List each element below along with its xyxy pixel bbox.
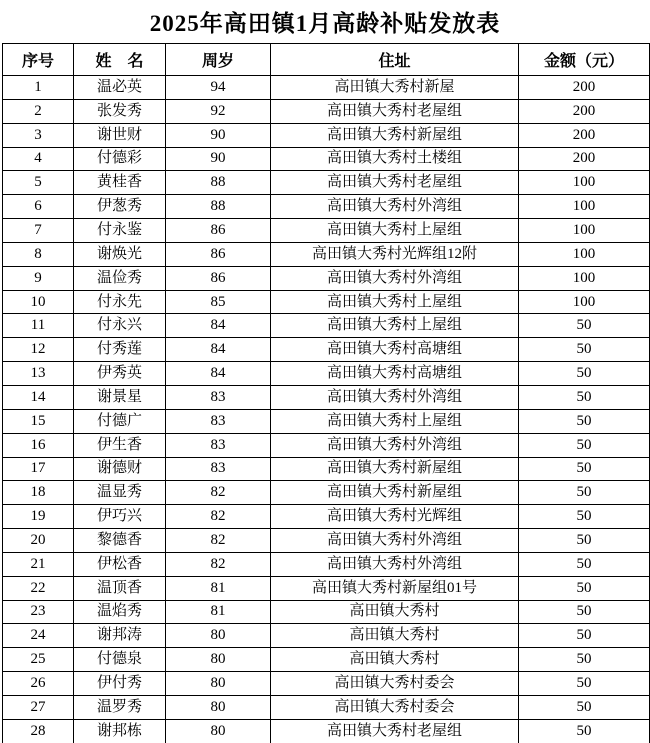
table-row <box>3 552 650 576</box>
table-row <box>3 529 650 553</box>
cell-name: 付永先 <box>74 290 166 314</box>
cell-name: 温焰秀 <box>74 600 166 624</box>
cell-address: 高田镇大秀村光辉组 <box>271 505 519 529</box>
cell-name: 温显秀 <box>74 481 166 505</box>
cell-amount: 200 <box>519 99 650 123</box>
cell-age: 84 <box>166 338 271 362</box>
cell-age: 86 <box>166 242 271 266</box>
cell-address: 高田镇大秀村外湾组 <box>271 433 519 457</box>
cell-no: 10 <box>3 290 74 314</box>
cell-address: 高田镇大秀村土楼组 <box>271 147 519 171</box>
cell-name: 伊秀英 <box>74 362 166 386</box>
cell-age: 83 <box>166 385 271 409</box>
table-row <box>3 576 650 600</box>
cell-name: 伊松香 <box>74 552 166 576</box>
cell-age: 80 <box>166 624 271 648</box>
cell-no: 26 <box>3 672 74 696</box>
cell-age: 88 <box>166 171 271 195</box>
cell-no: 21 <box>3 552 74 576</box>
cell-name: 付永兴 <box>74 314 166 338</box>
cell-name: 温罗秀 <box>74 695 166 719</box>
cell-name: 伊葱秀 <box>74 195 166 219</box>
cell-age: 83 <box>166 433 271 457</box>
cell-address: 高田镇大秀村上屋组 <box>271 219 519 243</box>
cell-amount: 200 <box>519 123 650 147</box>
cell-age: 83 <box>166 409 271 433</box>
cell-no: 15 <box>3 409 74 433</box>
cell-no: 6 <box>3 195 74 219</box>
header-name: 姓 名 <box>74 44 166 76</box>
cell-address: 高田镇大秀村上屋组 <box>271 290 519 314</box>
cell-no: 2 <box>3 99 74 123</box>
cell-no: 3 <box>3 123 74 147</box>
cell-no: 14 <box>3 385 74 409</box>
cell-age: 80 <box>166 719 271 743</box>
cell-name: 付德泉 <box>74 648 166 672</box>
cell-amount: 100 <box>519 195 650 219</box>
cell-address: 高田镇大秀村外湾组 <box>271 385 519 409</box>
cell-age: 82 <box>166 505 271 529</box>
table-row <box>3 385 650 409</box>
cell-address: 高田镇大秀村新屋组 <box>271 481 519 505</box>
cell-age: 88 <box>166 195 271 219</box>
table-row <box>3 648 650 672</box>
page-title: 2025年高田镇1月高龄补贴发放表 <box>149 11 501 36</box>
subsidy-table <box>2 43 650 743</box>
table-row <box>3 600 650 624</box>
cell-amount: 50 <box>519 624 650 648</box>
cell-address: 高田镇大秀村新屋组 <box>271 123 519 147</box>
table-row <box>3 624 650 648</box>
table-row <box>3 123 650 147</box>
cell-amount: 50 <box>519 576 650 600</box>
cell-amount: 100 <box>519 219 650 243</box>
cell-no: 22 <box>3 576 74 600</box>
header-address: 住址 <box>271 44 519 76</box>
cell-amount: 50 <box>519 314 650 338</box>
cell-age: 84 <box>166 314 271 338</box>
cell-name: 谢邦栋 <box>74 719 166 743</box>
cell-amount: 200 <box>519 147 650 171</box>
cell-name: 付德广 <box>74 409 166 433</box>
cell-age: 80 <box>166 695 271 719</box>
table-row <box>3 695 650 719</box>
cell-name: 谢邦涛 <box>74 624 166 648</box>
cell-address: 高田镇大秀村委会 <box>271 695 519 719</box>
cell-age: 82 <box>166 529 271 553</box>
cell-address: 高田镇大秀村上屋组 <box>271 409 519 433</box>
cell-no: 19 <box>3 505 74 529</box>
cell-no: 27 <box>3 695 74 719</box>
cell-amount: 50 <box>519 648 650 672</box>
cell-no: 25 <box>3 648 74 672</box>
cell-amount: 100 <box>519 290 650 314</box>
cell-address: 高田镇大秀村外湾组 <box>271 529 519 553</box>
cell-amount: 50 <box>519 505 650 529</box>
cell-address: 高田镇大秀村 <box>271 648 519 672</box>
cell-name: 谢焕光 <box>74 242 166 266</box>
cell-age: 83 <box>166 457 271 481</box>
cell-address: 高田镇大秀村老屋组 <box>271 99 519 123</box>
cell-no: 18 <box>3 481 74 505</box>
cell-address: 高田镇大秀村老屋组 <box>271 171 519 195</box>
cell-amount: 50 <box>519 457 650 481</box>
cell-amount: 100 <box>519 242 650 266</box>
cell-age: 92 <box>166 99 271 123</box>
cell-amount: 50 <box>519 552 650 576</box>
cell-name: 温俭秀 <box>74 266 166 290</box>
table-row <box>3 99 650 123</box>
cell-age: 94 <box>166 76 271 100</box>
cell-amount: 50 <box>519 362 650 386</box>
cell-amount: 50 <box>519 409 650 433</box>
cell-amount: 50 <box>519 719 650 743</box>
table-body <box>3 76 650 743</box>
cell-age: 81 <box>166 600 271 624</box>
cell-amount: 100 <box>519 266 650 290</box>
cell-address: 高田镇大秀村委会 <box>271 672 519 696</box>
table-row <box>3 314 650 338</box>
cell-amount: 100 <box>519 171 650 195</box>
cell-no: 11 <box>3 314 74 338</box>
cell-no: 5 <box>3 171 74 195</box>
cell-name: 付德彩 <box>74 147 166 171</box>
cell-amount: 50 <box>519 385 650 409</box>
cell-name: 黎德香 <box>74 529 166 553</box>
cell-name: 温必英 <box>74 76 166 100</box>
cell-no: 16 <box>3 433 74 457</box>
cell-age: 80 <box>166 648 271 672</box>
cell-name: 付秀莲 <box>74 338 166 362</box>
cell-age: 90 <box>166 147 271 171</box>
cell-amount: 50 <box>519 672 650 696</box>
table-row <box>3 481 650 505</box>
table-row <box>3 338 650 362</box>
cell-age: 86 <box>166 266 271 290</box>
cell-amount: 50 <box>519 433 650 457</box>
header-age: 周岁 <box>166 44 271 76</box>
cell-name: 伊付秀 <box>74 672 166 696</box>
cell-name: 谢德财 <box>74 457 166 481</box>
table-row <box>3 219 650 243</box>
cell-address: 高田镇大秀村高塘组 <box>271 338 519 362</box>
cell-name: 张发秀 <box>74 99 166 123</box>
cell-no: 13 <box>3 362 74 386</box>
table-row <box>3 433 650 457</box>
cell-address: 高田镇大秀村上屋组 <box>271 314 519 338</box>
cell-no: 23 <box>3 600 74 624</box>
cell-address: 高田镇大秀村老屋组 <box>271 719 519 743</box>
cell-name: 伊巧兴 <box>74 505 166 529</box>
header-no: 序号 <box>3 44 74 76</box>
cell-name: 伊生香 <box>74 433 166 457</box>
cell-amount: 50 <box>519 338 650 362</box>
table-row <box>3 719 650 743</box>
cell-no: 28 <box>3 719 74 743</box>
table-row <box>3 457 650 481</box>
cell-no: 12 <box>3 338 74 362</box>
cell-address: 高田镇大秀村外湾组 <box>271 195 519 219</box>
table-row <box>3 409 650 433</box>
cell-amount: 50 <box>519 695 650 719</box>
cell-name: 温顶香 <box>74 576 166 600</box>
cell-name: 谢世财 <box>74 123 166 147</box>
cell-age: 80 <box>166 672 271 696</box>
cell-age: 85 <box>166 290 271 314</box>
cell-amount: 200 <box>519 76 650 100</box>
cell-amount: 50 <box>519 481 650 505</box>
cell-address: 高田镇大秀村光辉组12附 <box>271 242 519 266</box>
cell-age: 90 <box>166 123 271 147</box>
cell-no: 1 <box>3 76 74 100</box>
cell-age: 82 <box>166 481 271 505</box>
cell-address: 高田镇大秀村新屋 <box>271 76 519 100</box>
table-row <box>3 147 650 171</box>
header-amount: 金额（元） <box>519 44 650 76</box>
cell-name: 付永鉴 <box>74 219 166 243</box>
table-row <box>3 171 650 195</box>
cell-name: 谢景星 <box>74 385 166 409</box>
table-row <box>3 242 650 266</box>
cell-no: 4 <box>3 147 74 171</box>
table-row <box>3 76 650 100</box>
cell-address: 高田镇大秀村新屋组01号 <box>271 576 519 600</box>
cell-age: 81 <box>166 576 271 600</box>
cell-address: 高田镇大秀村 <box>271 624 519 648</box>
cell-no: 9 <box>3 266 74 290</box>
cell-no: 24 <box>3 624 74 648</box>
cell-name: 黄桂香 <box>74 171 166 195</box>
table-row <box>3 195 650 219</box>
cell-address: 高田镇大秀村新屋组 <box>271 457 519 481</box>
table-row <box>3 290 650 314</box>
cell-address: 高田镇大秀村 <box>271 600 519 624</box>
title-bar <box>0 0 650 43</box>
cell-address: 高田镇大秀村外湾组 <box>271 552 519 576</box>
cell-age: 86 <box>166 219 271 243</box>
cell-age: 82 <box>166 552 271 576</box>
cell-no: 20 <box>3 529 74 553</box>
cell-no: 17 <box>3 457 74 481</box>
cell-address: 高田镇大秀村外湾组 <box>271 266 519 290</box>
cell-age: 84 <box>166 362 271 386</box>
cell-address: 高田镇大秀村高塘组 <box>271 362 519 386</box>
table-row <box>3 672 650 696</box>
table-row <box>3 505 650 529</box>
table-row <box>3 266 650 290</box>
cell-amount: 50 <box>519 529 650 553</box>
table-row <box>3 362 650 386</box>
cell-no: 7 <box>3 219 74 243</box>
table-header-row <box>3 44 650 76</box>
cell-no: 8 <box>3 242 74 266</box>
cell-amount: 50 <box>519 600 650 624</box>
